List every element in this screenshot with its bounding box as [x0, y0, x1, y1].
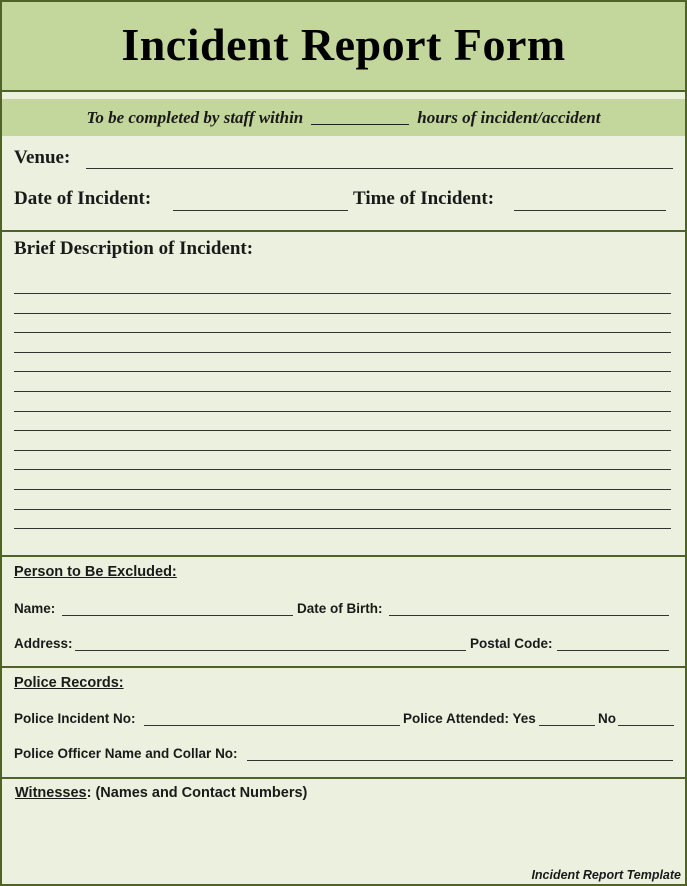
description-line[interactable] [14, 371, 671, 372]
time-of-incident-field[interactable] [514, 210, 666, 211]
dob-label: Date of Birth: [297, 601, 383, 616]
postal-code-field[interactable] [557, 650, 669, 651]
police-attended-no-label: No [598, 711, 616, 726]
name-field[interactable] [62, 615, 293, 616]
description-line[interactable] [14, 293, 671, 294]
description-label: Brief Description of Incident: [14, 238, 254, 259]
description-line[interactable] [14, 509, 671, 510]
completion-instruction [2, 99, 685, 136]
police-incident-no-field[interactable] [144, 725, 400, 726]
venue-field[interactable] [86, 168, 673, 169]
section-divider [2, 666, 685, 668]
person-excluded-heading: Person to Be Excluded: [14, 564, 177, 580]
hours-blank[interactable] [311, 110, 409, 125]
police-incident-no-label: Police Incident No: [14, 711, 136, 726]
instruction-text-before: To be completed by staff within [86, 107, 304, 127]
witnesses-field[interactable] [14, 810, 674, 860]
description-line[interactable] [14, 391, 671, 392]
description-line[interactable] [14, 313, 671, 314]
witnesses-heading: Witnesses [15, 785, 87, 801]
description-line[interactable] [14, 450, 671, 451]
police-officer-field[interactable] [247, 760, 673, 761]
date-of-incident-field[interactable] [173, 210, 348, 211]
instruction-text-after: hours of incident/accident [417, 107, 601, 127]
witnesses-heading-row [15, 785, 307, 801]
witnesses-note: (Names and Contact Numbers) [91, 785, 308, 801]
section-divider [2, 777, 685, 779]
police-attended-yes-label: Police Attended: Yes [403, 711, 536, 726]
police-officer-label: Police Officer Name and Collar No: [14, 746, 238, 761]
dob-field[interactable] [389, 615, 669, 616]
witnesses-colon: : [86, 785, 92, 801]
description-line[interactable] [14, 332, 671, 333]
description-line[interactable] [14, 352, 671, 353]
section-divider [2, 230, 685, 232]
title-band [2, 2, 685, 92]
date-of-incident-label: Date of Incident: [14, 188, 152, 209]
police-attended-yes-field[interactable] [539, 725, 595, 726]
address-field[interactable] [75, 650, 466, 651]
template-footer: Incident Report Template [531, 868, 681, 882]
form-title: Incident Report Form [121, 18, 566, 70]
description-line[interactable] [14, 489, 671, 490]
venue-label: Venue: [14, 147, 71, 168]
police-records-heading: Police Records: [14, 675, 124, 691]
police-attended-no-field[interactable] [618, 725, 674, 726]
description-line[interactable] [14, 411, 671, 412]
description-line[interactable] [14, 528, 671, 529]
description-line[interactable] [14, 430, 671, 431]
address-label: Address: [14, 636, 73, 651]
name-label: Name: [14, 601, 56, 616]
postal-code-label: Postal Code: [470, 636, 553, 651]
time-of-incident-label: Time of Incident: [353, 188, 495, 209]
section-divider [2, 555, 685, 557]
description-line[interactable] [14, 469, 671, 470]
